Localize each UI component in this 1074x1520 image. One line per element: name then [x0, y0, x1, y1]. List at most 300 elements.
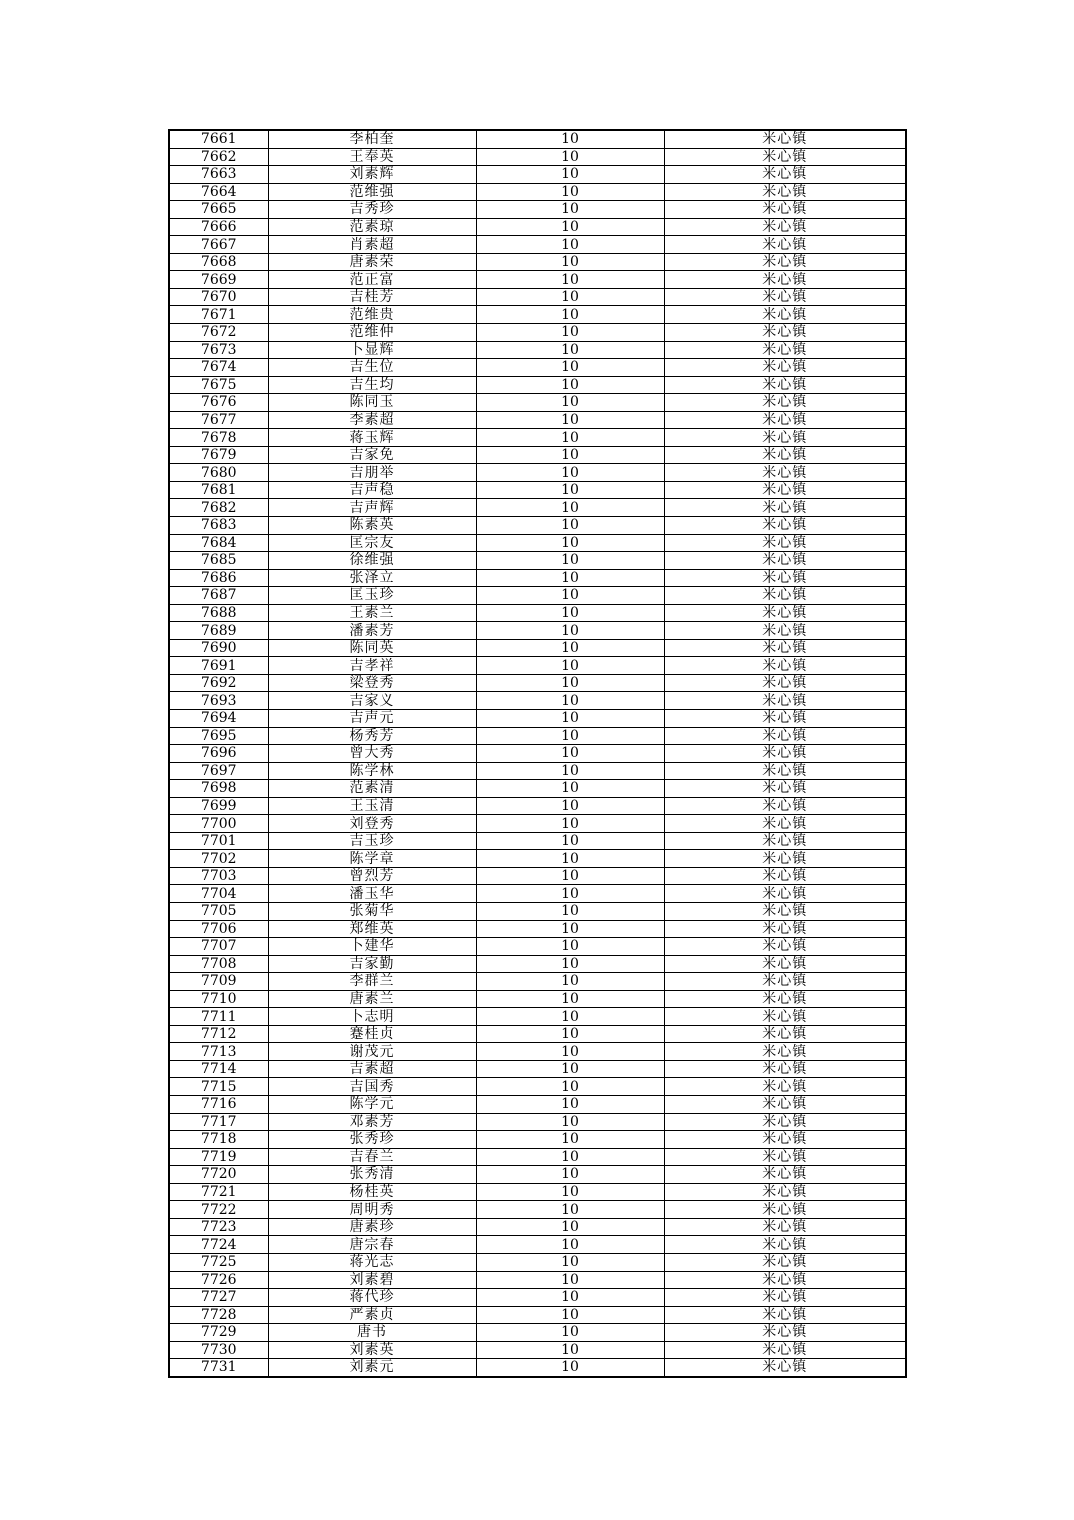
name-cell: 严素贞 [268, 1306, 476, 1324]
town-cell: 米心镇 [664, 1131, 906, 1149]
table-row [169, 1218, 906, 1236]
town-cell: 米心镇 [664, 359, 906, 377]
name-cell: 范素琼 [268, 218, 476, 236]
name-cell: 吉生均 [268, 376, 476, 394]
serial-number-cell: 7708 [169, 955, 268, 973]
amount-cell: 10 [476, 955, 664, 973]
serial-number-cell: 7723 [169, 1218, 268, 1236]
amount-cell: 10 [476, 499, 664, 517]
town-cell: 米心镇 [664, 938, 906, 956]
amount-cell: 10 [476, 376, 664, 394]
amount-cell: 10 [476, 394, 664, 412]
name-cell: 匡宗友 [268, 534, 476, 552]
name-cell: 肖素超 [268, 236, 476, 254]
amount-cell: 10 [476, 236, 664, 254]
name-cell: 刘登秀 [268, 815, 476, 833]
amount-cell: 10 [476, 727, 664, 745]
serial-number-cell: 7699 [169, 797, 268, 815]
town-cell: 米心镇 [664, 955, 906, 973]
town-cell: 米心镇 [664, 218, 906, 236]
table-row [169, 218, 906, 236]
town-cell: 米心镇 [664, 1324, 906, 1342]
town-cell: 米心镇 [664, 797, 906, 815]
table-row [169, 394, 906, 412]
name-cell: 吉生位 [268, 359, 476, 377]
amount-cell: 10 [476, 1060, 664, 1078]
town-cell: 米心镇 [664, 446, 906, 464]
table-row [169, 534, 906, 552]
amount-cell: 10 [476, 920, 664, 938]
roster-table-body [169, 130, 906, 1377]
name-cell: 吉玉珍 [268, 832, 476, 850]
name-cell: 蹇桂贞 [268, 1025, 476, 1043]
town-cell: 米心镇 [664, 236, 906, 254]
table-row [169, 1166, 906, 1184]
amount-cell: 10 [476, 464, 664, 482]
table-row [169, 639, 906, 657]
serial-number-cell: 7716 [169, 1096, 268, 1114]
amount-cell: 10 [476, 288, 664, 306]
town-cell: 米心镇 [664, 920, 906, 938]
serial-number-cell: 7694 [169, 710, 268, 728]
table-row [169, 797, 906, 815]
amount-cell: 10 [476, 1359, 664, 1377]
name-cell: 唐素珍 [268, 1218, 476, 1236]
town-cell: 米心镇 [664, 1096, 906, 1114]
table-row [169, 359, 906, 377]
table-row [169, 288, 906, 306]
amount-cell: 10 [476, 166, 664, 184]
town-cell: 米心镇 [664, 762, 906, 780]
amount-cell: 10 [476, 1183, 664, 1201]
roster-table [168, 129, 907, 1378]
serial-number-cell: 7721 [169, 1183, 268, 1201]
town-cell: 米心镇 [664, 885, 906, 903]
amount-cell: 10 [476, 1043, 664, 1061]
amount-cell: 10 [476, 516, 664, 534]
name-cell: 刘素元 [268, 1359, 476, 1377]
amount-cell: 10 [476, 359, 664, 377]
name-cell: 杨桂英 [268, 1183, 476, 1201]
amount-cell: 10 [476, 973, 664, 991]
serial-number-cell: 7720 [169, 1166, 268, 1184]
name-cell: 范正富 [268, 271, 476, 289]
serial-number-cell: 7688 [169, 604, 268, 622]
amount-cell: 10 [476, 867, 664, 885]
amount-cell: 10 [476, 411, 664, 429]
amount-cell: 10 [476, 1096, 664, 1114]
serial-number-cell: 7663 [169, 166, 268, 184]
name-cell: 吉声元 [268, 710, 476, 728]
serial-number-cell: 7666 [169, 218, 268, 236]
table-row [169, 745, 906, 763]
amount-cell: 10 [476, 674, 664, 692]
table-row [169, 1148, 906, 1166]
amount-cell: 10 [476, 148, 664, 166]
table-row [169, 376, 906, 394]
table-row [169, 1008, 906, 1026]
table-row [169, 552, 906, 570]
table-row [169, 499, 906, 517]
table-row [169, 516, 906, 534]
table-row [169, 464, 906, 482]
serial-number-cell: 7702 [169, 850, 268, 868]
name-cell: 吉家义 [268, 692, 476, 710]
name-cell: 卜志明 [268, 1008, 476, 1026]
town-cell: 米心镇 [664, 674, 906, 692]
town-cell: 米心镇 [664, 1025, 906, 1043]
serial-number-cell: 7689 [169, 622, 268, 640]
name-cell: 范维强 [268, 183, 476, 201]
serial-number-cell: 7683 [169, 516, 268, 534]
amount-cell: 10 [476, 1201, 664, 1219]
town-cell: 米心镇 [664, 780, 906, 798]
serial-number-cell: 7676 [169, 394, 268, 412]
amount-cell: 10 [476, 481, 664, 499]
amount-cell: 10 [476, 1218, 664, 1236]
table-row [169, 183, 906, 201]
name-cell: 范素清 [268, 780, 476, 798]
serial-number-cell: 7682 [169, 499, 268, 517]
table-row [169, 411, 906, 429]
name-cell: 谢茂元 [268, 1043, 476, 1061]
serial-number-cell: 7705 [169, 903, 268, 921]
town-cell: 米心镇 [664, 604, 906, 622]
serial-number-cell: 7726 [169, 1271, 268, 1289]
town-cell: 米心镇 [664, 411, 906, 429]
amount-cell: 10 [476, 1025, 664, 1043]
table-row [169, 832, 906, 850]
name-cell: 陈学林 [268, 762, 476, 780]
amount-cell: 10 [476, 1008, 664, 1026]
serial-number-cell: 7693 [169, 692, 268, 710]
amount-cell: 10 [476, 306, 664, 324]
amount-cell: 10 [476, 130, 664, 148]
table-row [169, 253, 906, 271]
amount-cell: 10 [476, 253, 664, 271]
name-cell: 张秀清 [268, 1166, 476, 1184]
table-row [169, 1201, 906, 1219]
name-cell: 吉春兰 [268, 1148, 476, 1166]
table-row [169, 1306, 906, 1324]
name-cell: 潘素芳 [268, 622, 476, 640]
table-row [169, 727, 906, 745]
town-cell: 米心镇 [664, 148, 906, 166]
amount-cell: 10 [476, 885, 664, 903]
serial-number-cell: 7704 [169, 885, 268, 903]
town-cell: 米心镇 [664, 1008, 906, 1026]
name-cell: 刘素英 [268, 1341, 476, 1359]
amount-cell: 10 [476, 1236, 664, 1254]
name-cell: 范维贵 [268, 306, 476, 324]
name-cell: 吉朋举 [268, 464, 476, 482]
town-cell: 米心镇 [664, 815, 906, 833]
serial-number-cell: 7710 [169, 990, 268, 1008]
table-row [169, 1324, 906, 1342]
town-cell: 米心镇 [664, 1341, 906, 1359]
serial-number-cell: 7707 [169, 938, 268, 956]
name-cell: 张菊华 [268, 903, 476, 921]
table-row [169, 1183, 906, 1201]
name-cell: 匡玉珍 [268, 587, 476, 605]
table-row [169, 1113, 906, 1131]
table-row [169, 920, 906, 938]
amount-cell: 10 [476, 815, 664, 833]
amount-cell: 10 [476, 832, 664, 850]
name-cell: 王素兰 [268, 604, 476, 622]
amount-cell: 10 [476, 587, 664, 605]
serial-number-cell: 7714 [169, 1060, 268, 1078]
amount-cell: 10 [476, 692, 664, 710]
amount-cell: 10 [476, 534, 664, 552]
amount-cell: 10 [476, 1131, 664, 1149]
town-cell: 米心镇 [664, 622, 906, 640]
name-cell: 吉桂芳 [268, 288, 476, 306]
town-cell: 米心镇 [664, 130, 906, 148]
serial-number-cell: 7729 [169, 1324, 268, 1342]
town-cell: 米心镇 [664, 1043, 906, 1061]
name-cell: 陈同英 [268, 639, 476, 657]
name-cell: 陈同玉 [268, 394, 476, 412]
serial-number-cell: 7709 [169, 973, 268, 991]
amount-cell: 10 [476, 1306, 664, 1324]
town-cell: 米心镇 [664, 464, 906, 482]
table-row [169, 622, 906, 640]
table-row [169, 867, 906, 885]
town-cell: 米心镇 [664, 253, 906, 271]
serial-number-cell: 7677 [169, 411, 268, 429]
name-cell: 刘素辉 [268, 166, 476, 184]
amount-cell: 10 [476, 569, 664, 587]
table-row [169, 201, 906, 219]
name-cell: 张泽立 [268, 569, 476, 587]
table-row [169, 236, 906, 254]
town-cell: 米心镇 [664, 394, 906, 412]
town-cell: 米心镇 [664, 850, 906, 868]
table-row [169, 1096, 906, 1114]
name-cell: 吉孝祥 [268, 657, 476, 675]
town-cell: 米心镇 [664, 990, 906, 1008]
amount-cell: 10 [476, 1324, 664, 1342]
amount-cell: 10 [476, 341, 664, 359]
table-row [169, 1341, 906, 1359]
town-cell: 米心镇 [664, 903, 906, 921]
amount-cell: 10 [476, 218, 664, 236]
amount-cell: 10 [476, 552, 664, 570]
name-cell: 唐书 [268, 1324, 476, 1342]
serial-number-cell: 7698 [169, 780, 268, 798]
serial-number-cell: 7661 [169, 130, 268, 148]
name-cell: 周明秀 [268, 1201, 476, 1219]
table-row [169, 569, 906, 587]
town-cell: 米心镇 [664, 499, 906, 517]
name-cell: 吉家勤 [268, 955, 476, 973]
name-cell: 陈学章 [268, 850, 476, 868]
serial-number-cell: 7671 [169, 306, 268, 324]
town-cell: 米心镇 [664, 1236, 906, 1254]
serial-number-cell: 7724 [169, 1236, 268, 1254]
table-row [169, 815, 906, 833]
town-cell: 米心镇 [664, 1218, 906, 1236]
serial-number-cell: 7695 [169, 727, 268, 745]
amount-cell: 10 [476, 1253, 664, 1271]
town-cell: 米心镇 [664, 973, 906, 991]
table-row [169, 1043, 906, 1061]
serial-number-cell: 7722 [169, 1201, 268, 1219]
name-cell: 吉声辉 [268, 499, 476, 517]
serial-number-cell: 7701 [169, 832, 268, 850]
amount-cell: 10 [476, 780, 664, 798]
table-row [169, 130, 906, 148]
name-cell: 邓素芳 [268, 1113, 476, 1131]
name-cell: 张秀珍 [268, 1131, 476, 1149]
town-cell: 米心镇 [664, 832, 906, 850]
town-cell: 米心镇 [664, 166, 906, 184]
amount-cell: 10 [476, 1341, 664, 1359]
amount-cell: 10 [476, 938, 664, 956]
amount-cell: 10 [476, 1166, 664, 1184]
amount-cell: 10 [476, 1078, 664, 1096]
name-cell: 李群兰 [268, 973, 476, 991]
town-cell: 米心镇 [664, 1148, 906, 1166]
table-row [169, 1236, 906, 1254]
name-cell: 吉声稳 [268, 481, 476, 499]
amount-cell: 10 [476, 604, 664, 622]
table-row [169, 1060, 906, 1078]
serial-number-cell: 7727 [169, 1289, 268, 1307]
name-cell: 潘玉华 [268, 885, 476, 903]
amount-cell: 10 [476, 657, 664, 675]
table-row [169, 903, 906, 921]
serial-number-cell: 7670 [169, 288, 268, 306]
table-row [169, 148, 906, 166]
name-cell: 范维仲 [268, 323, 476, 341]
town-cell: 米心镇 [664, 376, 906, 394]
town-cell: 米心镇 [664, 1253, 906, 1271]
table-row [169, 481, 906, 499]
amount-cell: 10 [476, 271, 664, 289]
serial-number-cell: 7686 [169, 569, 268, 587]
amount-cell: 10 [476, 745, 664, 763]
table-row [169, 710, 906, 728]
serial-number-cell: 7712 [169, 1025, 268, 1043]
serial-number-cell: 7696 [169, 745, 268, 763]
serial-number-cell: 7681 [169, 481, 268, 499]
table-row [169, 762, 906, 780]
town-cell: 米心镇 [664, 710, 906, 728]
serial-number-cell: 7685 [169, 552, 268, 570]
serial-number-cell: 7679 [169, 446, 268, 464]
town-cell: 米心镇 [664, 587, 906, 605]
serial-number-cell: 7667 [169, 236, 268, 254]
town-cell: 米心镇 [664, 867, 906, 885]
amount-cell: 10 [476, 762, 664, 780]
amount-cell: 10 [476, 1271, 664, 1289]
amount-cell: 10 [476, 797, 664, 815]
table-row [169, 271, 906, 289]
amount-cell: 10 [476, 323, 664, 341]
table-row [169, 306, 906, 324]
town-cell: 米心镇 [664, 745, 906, 763]
name-cell: 曾烈芳 [268, 867, 476, 885]
town-cell: 米心镇 [664, 534, 906, 552]
town-cell: 米心镇 [664, 1183, 906, 1201]
serial-number-cell: 7662 [169, 148, 268, 166]
town-cell: 米心镇 [664, 183, 906, 201]
serial-number-cell: 7697 [169, 762, 268, 780]
table-row [169, 1131, 906, 1149]
name-cell: 陈学元 [268, 1096, 476, 1114]
amount-cell: 10 [476, 446, 664, 464]
serial-number-cell: 7675 [169, 376, 268, 394]
table-row [169, 973, 906, 991]
name-cell: 吉国秀 [268, 1078, 476, 1096]
name-cell: 曾大秀 [268, 745, 476, 763]
serial-number-cell: 7730 [169, 1341, 268, 1359]
amount-cell: 10 [476, 1289, 664, 1307]
town-cell: 米心镇 [664, 271, 906, 289]
table-row [169, 657, 906, 675]
name-cell: 王玉清 [268, 797, 476, 815]
serial-number-cell: 7673 [169, 341, 268, 359]
name-cell: 王奉英 [268, 148, 476, 166]
serial-number-cell: 7719 [169, 1148, 268, 1166]
name-cell: 刘素碧 [268, 1271, 476, 1289]
serial-number-cell: 7664 [169, 183, 268, 201]
serial-number-cell: 7674 [169, 359, 268, 377]
town-cell: 米心镇 [664, 552, 906, 570]
name-cell: 郑维英 [268, 920, 476, 938]
table-row [169, 587, 906, 605]
name-cell: 蒋代珍 [268, 1289, 476, 1307]
name-cell: 陈素英 [268, 516, 476, 534]
town-cell: 米心镇 [664, 306, 906, 324]
table-row [169, 341, 906, 359]
name-cell: 唐素兰 [268, 990, 476, 1008]
table-row [169, 1025, 906, 1043]
amount-cell: 10 [476, 639, 664, 657]
table-row [169, 692, 906, 710]
name-cell: 梁登秀 [268, 674, 476, 692]
table-row [169, 990, 906, 1008]
town-cell: 米心镇 [664, 1201, 906, 1219]
serial-number-cell: 7691 [169, 657, 268, 675]
name-cell: 杨秀芳 [268, 727, 476, 745]
serial-number-cell: 7692 [169, 674, 268, 692]
serial-number-cell: 7669 [169, 271, 268, 289]
table-row [169, 674, 906, 692]
serial-number-cell: 7690 [169, 639, 268, 657]
serial-number-cell: 7728 [169, 1306, 268, 1324]
town-cell: 米心镇 [664, 323, 906, 341]
table-row [169, 1253, 906, 1271]
serial-number-cell: 7717 [169, 1113, 268, 1131]
town-cell: 米心镇 [664, 1271, 906, 1289]
name-cell: 徐维强 [268, 552, 476, 570]
town-cell: 米心镇 [664, 201, 906, 219]
table-row [169, 429, 906, 447]
table-row [169, 1271, 906, 1289]
town-cell: 米心镇 [664, 1306, 906, 1324]
serial-number-cell: 7703 [169, 867, 268, 885]
name-cell: 卜显辉 [268, 341, 476, 359]
amount-cell: 10 [476, 429, 664, 447]
name-cell: 卜建华 [268, 938, 476, 956]
table-row [169, 166, 906, 184]
name-cell: 吉家免 [268, 446, 476, 464]
serial-number-cell: 7680 [169, 464, 268, 482]
serial-number-cell: 7678 [169, 429, 268, 447]
